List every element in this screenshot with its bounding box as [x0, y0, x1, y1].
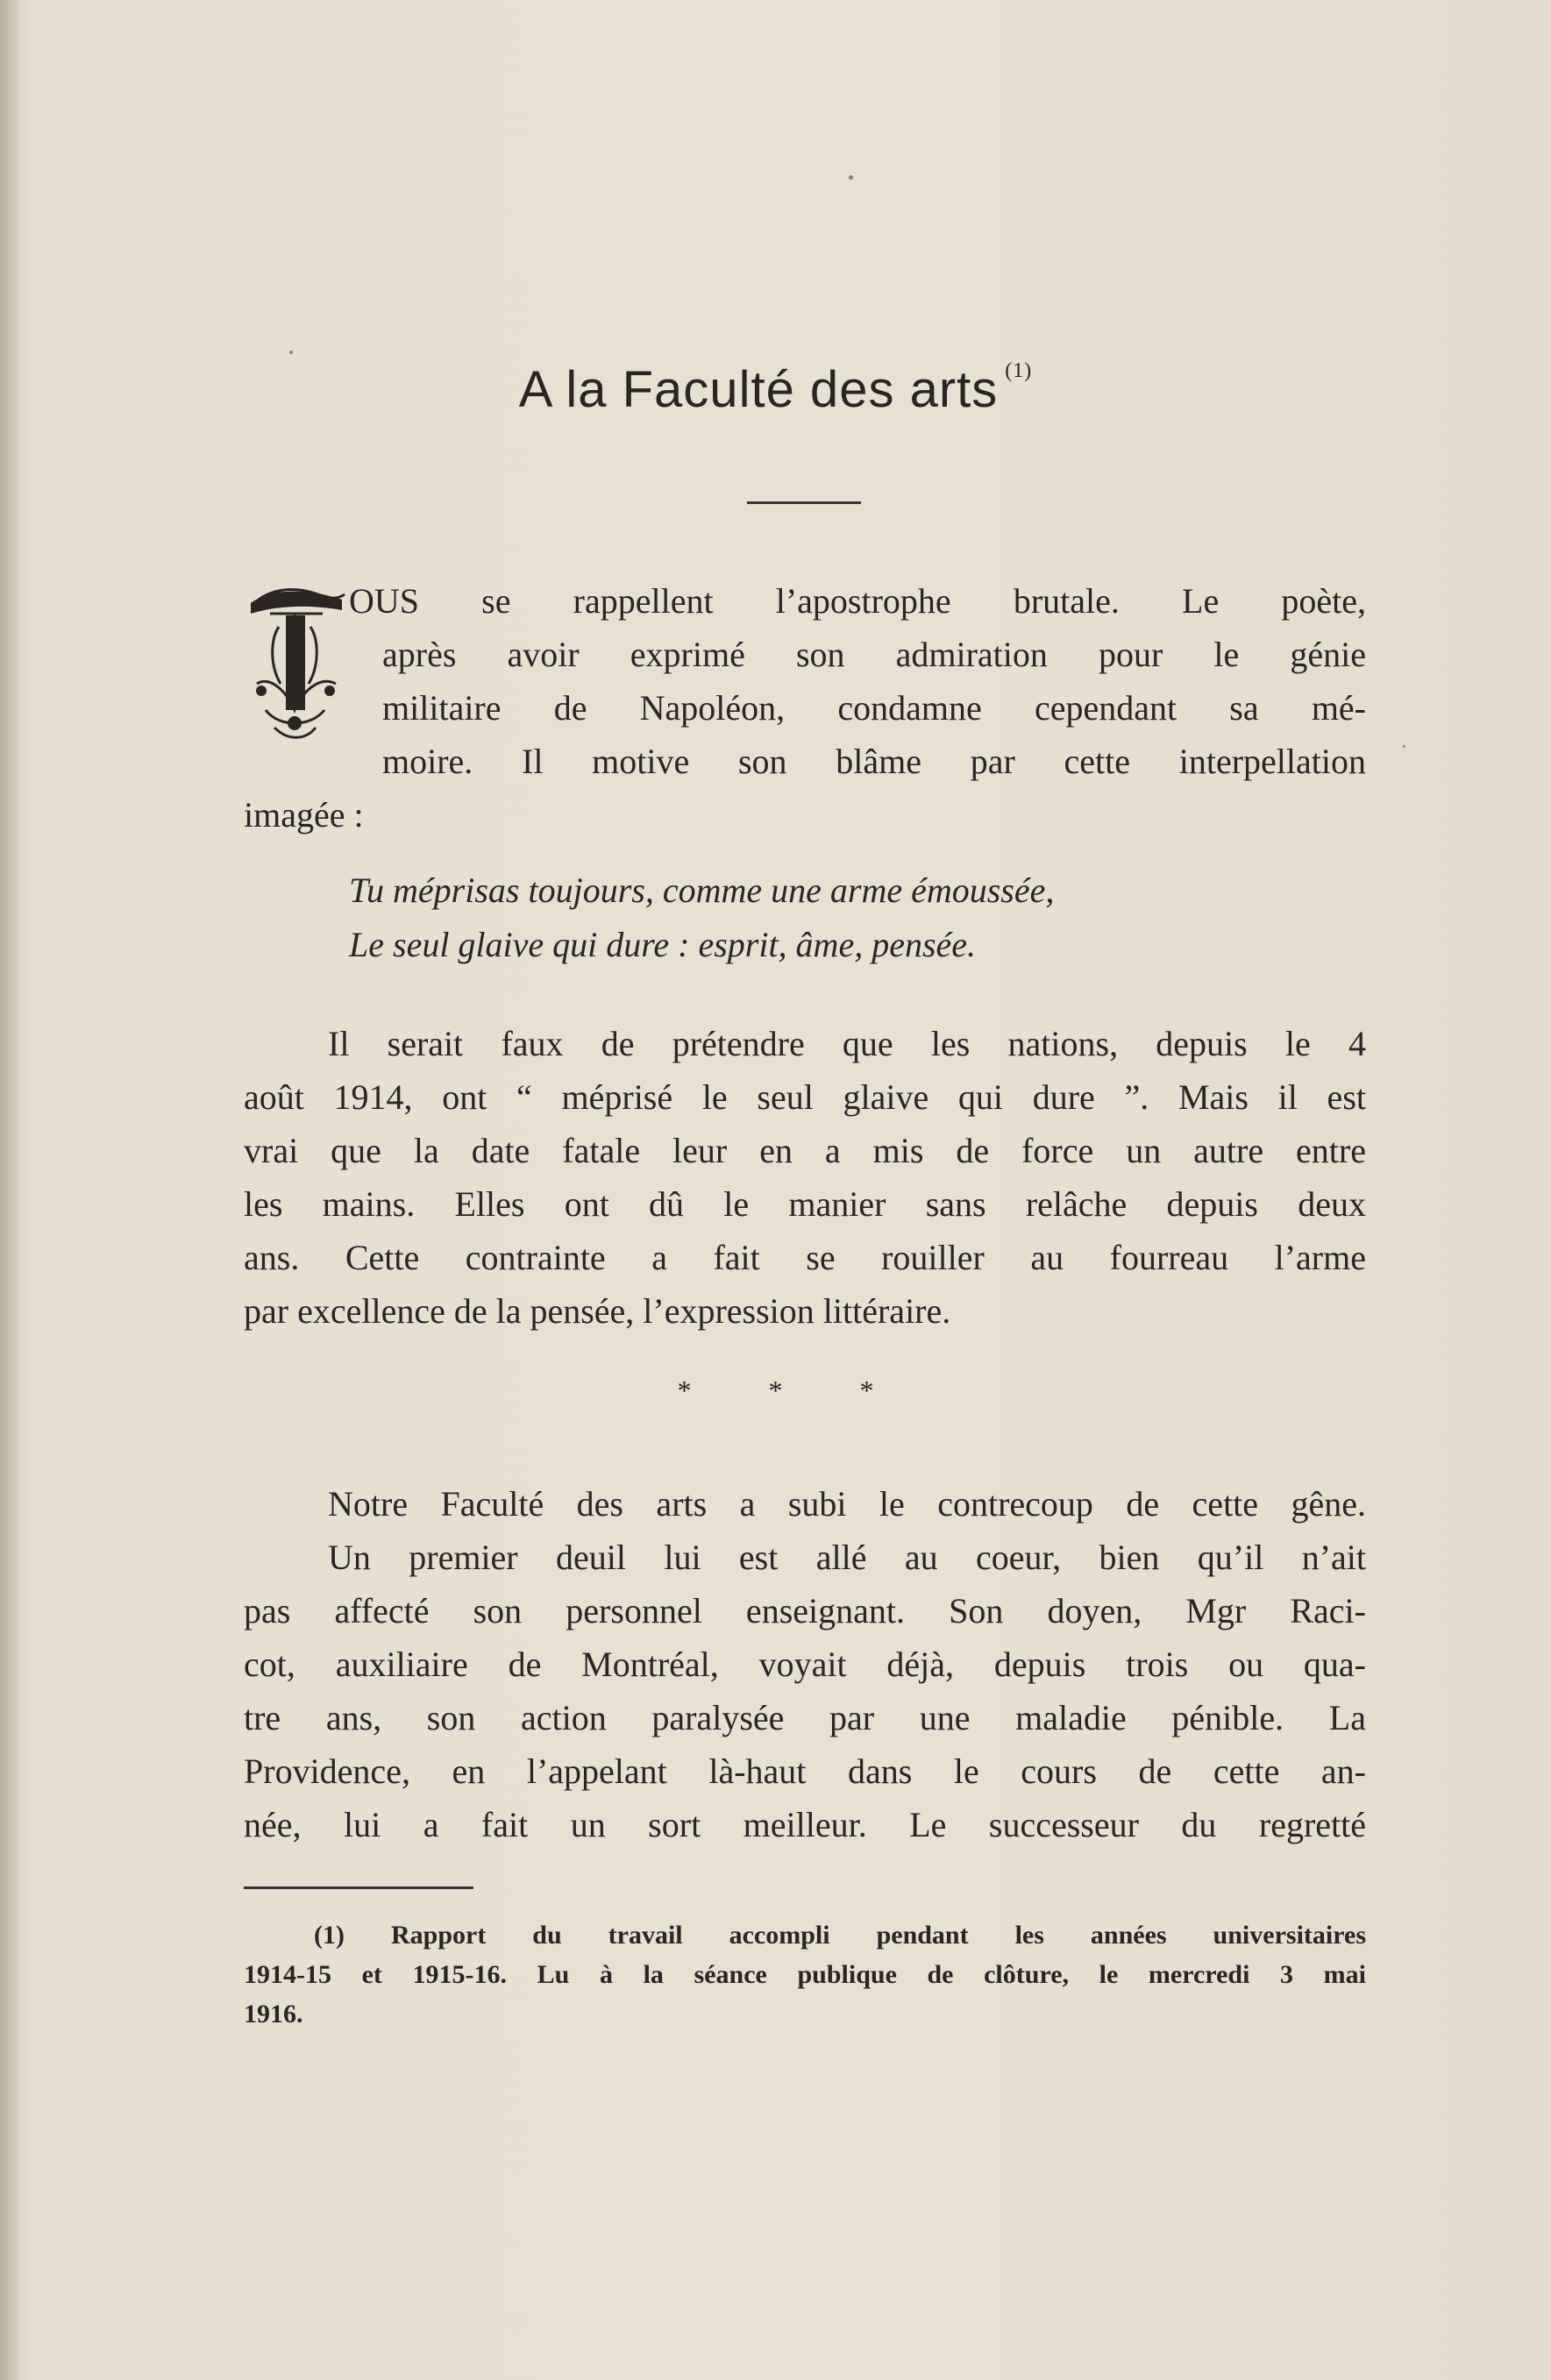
footnote-rule — [244, 1886, 473, 1889]
paragraph-2-line: les mains. Elles ont dû le manier sans relâche depuis deux — [244, 1184, 1366, 1224]
paragraph-3-line: née, lui a fait un sort meilleur. Le successeur du regretté — [244, 1805, 1366, 1844]
paragraph-1-line: OUS se rappellent l’apostrophe brutale. Le poète, — [349, 581, 1366, 621]
paragraph-1 — [244, 574, 1366, 842]
footnote-line: 1916. — [244, 2000, 303, 2028]
paragraph-2-line: ans. Cette contrainte a fait se rouiller au fourreau l’arme — [244, 1238, 1366, 1277]
section-separator: * * * — [677, 1375, 909, 1406]
paragraph-1-line: imagée : — [244, 795, 364, 835]
page-title — [0, 359, 1551, 419]
footnote — [244, 1915, 1366, 2034]
paragraph-3-line: Notre Faculté des arts a subi le contrecoup de cette gêne. — [328, 1484, 1366, 1524]
paragraph-3-line: pas affecté son personnel enseignant. Son doyen, Mgr Raci- — [244, 1591, 1366, 1630]
paragraph-2 — [244, 1017, 1366, 1338]
paragraph-3-line: tre ans, son action paralysée par une maladie pénible. La — [244, 1698, 1366, 1737]
book-spine-shadow — [0, 0, 19, 2380]
paragraph-1-line: après avoir exprimé son admiration pour le génie — [382, 635, 1366, 674]
title-rule — [747, 501, 861, 504]
footnote-line: 1914-15 et 1915-16. Lu à la séance publique de clôture, le mercredi 3 mai — [244, 1960, 1366, 1989]
poem-line: Tu méprisas toujours, comme une arme émoussée, — [349, 870, 1055, 910]
paper-speck — [1403, 745, 1405, 748]
paragraph-2-line: par excellence de la pensée, l’expression littéraire. — [244, 1291, 951, 1331]
paper-speck — [849, 175, 853, 180]
paragraph-1-line: moire. Il motive son blâme par cette interpellation — [382, 742, 1366, 781]
paragraph-2-line: Il serait faux de prétendre que les nations, depuis le 4 — [328, 1024, 1366, 1063]
paragraph-2-line: vrai que la date fatale leur en a mis de force un autre entre — [244, 1131, 1366, 1170]
poem-quote — [349, 863, 1054, 972]
paragraph-1-line: militaire de Napoléon, condamne cependant sa mé- — [382, 688, 1366, 728]
paragraph-3 — [244, 1477, 1366, 1851]
paper-speck — [289, 351, 293, 354]
footnote-line: (1) Rapport du travail accompli pendant les années universitaires — [314, 1921, 1366, 1950]
title-text: A la Faculté des arts — [518, 361, 999, 418]
paragraph-3-line: cot, auxiliaire de Montréal, voyait déjà, depuis trois ou qua- — [244, 1645, 1366, 1684]
paragraph-3-line: Providence, en l’appelant là-haut dans le cours de cette an- — [244, 1751, 1366, 1791]
title-footnote-ref: (1) — [1005, 359, 1033, 382]
paragraph-2-line: août 1914, ont “ méprisé le seul glaive qui dure ”. Mais il est — [244, 1077, 1366, 1117]
paragraph-3-line: Un premier deuil lui est allé au coeur, bien qu’il n’ait — [328, 1538, 1366, 1577]
poem-line: Le seul glaive qui dure : esprit, âme, pensée. — [349, 925, 977, 964]
